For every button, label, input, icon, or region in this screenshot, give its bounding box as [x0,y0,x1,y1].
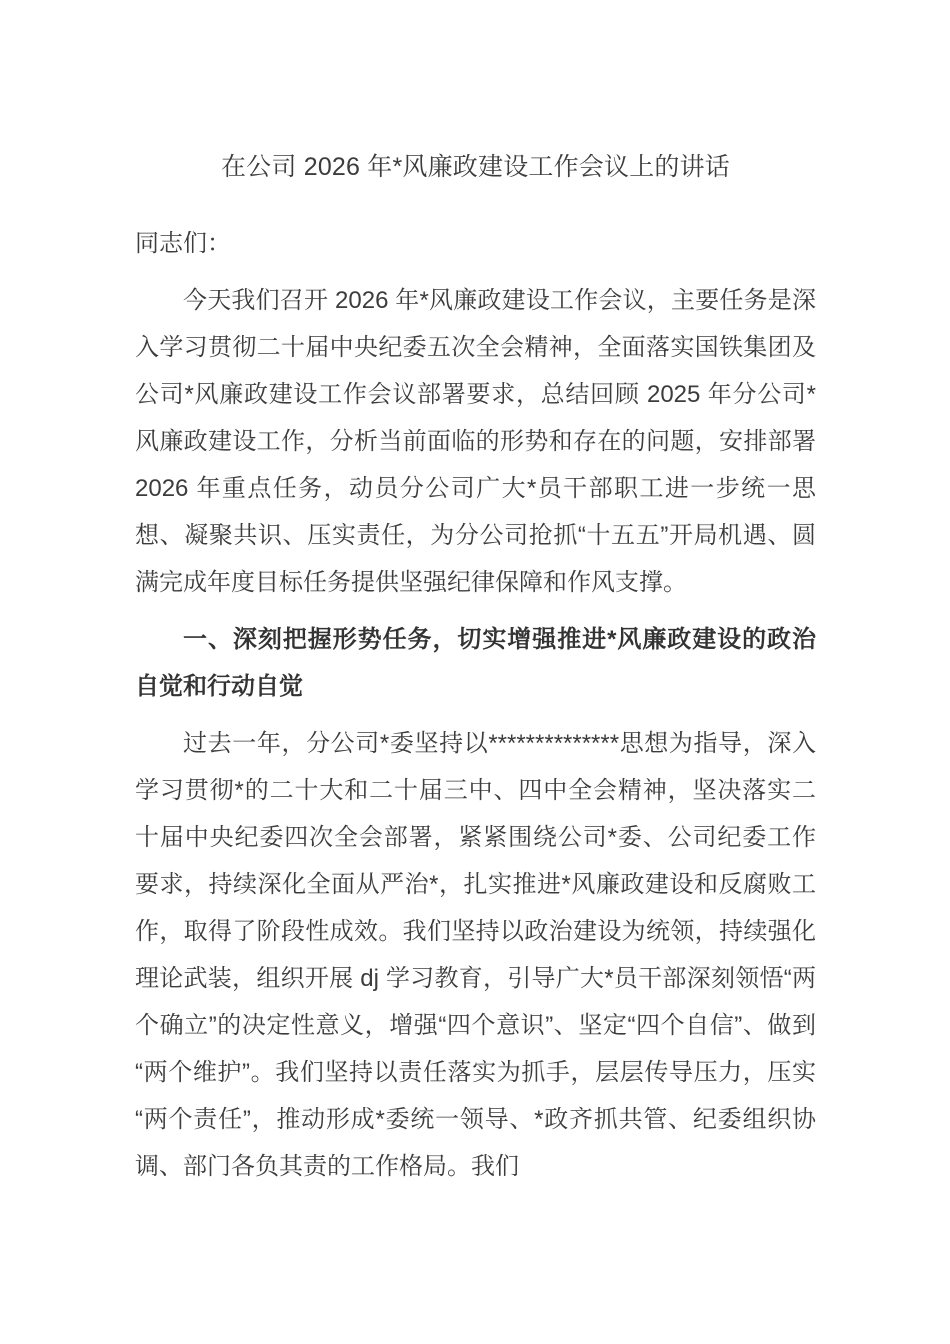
paragraph-intro: 今天我们召开 2026 年*风廉政建设工作会议，主要任务是深入学习贯彻二十届中央纪委五次全会精神，全面落实国铁集团及公司*风廉政建设工作会议部署要求，总结回顾 2025 年分公司*风廉政建设工作，分析当前面临的形势和存在的问题，安排部署 2026 年重点任务，动员分公司广大*员干部职工进一步统一思想、凝聚共识、压实责任，为分公司抢抓“十五五”开局机遇、圆满完成年度目标任务提供坚强纪律保障和作风支撑。 [135,287,816,596]
section-heading-1: 一、深刻把握形势任务，切实增强推进*风廉政建设的政治自觉和行动自觉 [135,626,816,700]
document-title: 在公司 2026 年*风廉政建设工作会议上的讲话 [220,153,731,181]
document-body [135,0,816,1190]
paragraph-section-1-body: 过去一年，分公司*委坚持以**************思想为指导，深入学习贯彻*的二十大和二十届三中、四中全会精神，坚决落实二十届中央纪委四次全会部署，紧紧围绕公司*委、公司纪委工作要求，持续深化全面从严治*，扎实推进*风廉政建设和反腐败工作，取得了阶段性成效。我们坚持以政治建设为统领，持续强化理论武装，组织开展 dj 学习教育，引导广大*员干部深刻领悟“两个确立”的决定性意义，增强“四个意识”、坚定“四个自信”、做到“两个维护”。我们坚持以责任落实为抓手，层层传导压力，压实“两个责任”，推动形成*委统一领导、*政齐抓共管、纪委组织协调、部门各负其责的工作格局。我们 [135,730,816,1180]
salutation: 同志们： [135,230,231,257]
